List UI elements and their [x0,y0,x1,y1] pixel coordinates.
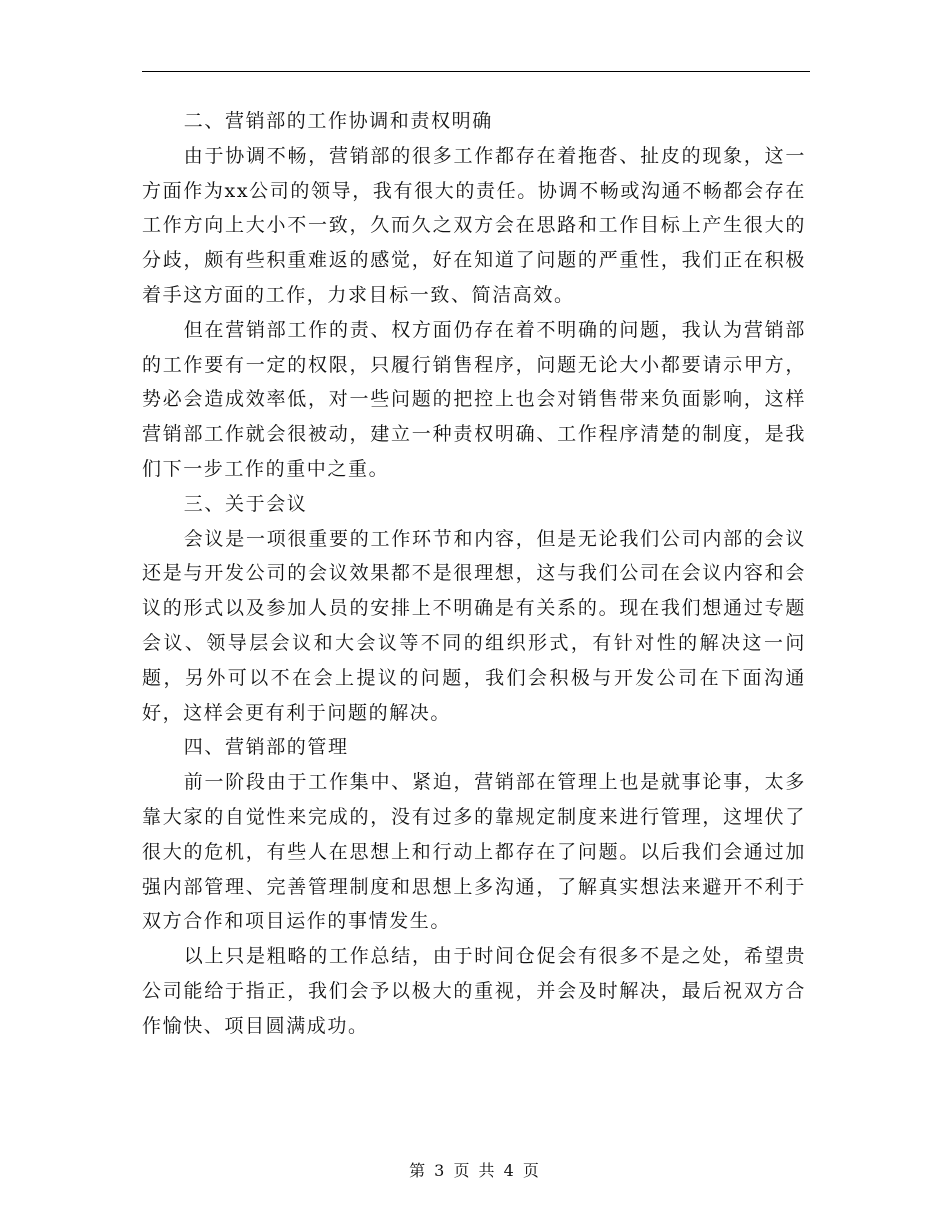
paragraph-coordination-issues: 由于协调不畅，营销部的很多工作都存在着拖沓、扯皮的现象，这一方面作为xx公司的领导，我有很大的责任。协调不畅或沟通不畅都会存在工作方向上大小不一致，久而久之双方会在思路和工作目标上产生很大的分歧，颇有些积重难返的感觉，好在知道了问题的严重性，我们正在积极着手这方面的工作，力求目标一致、简洁高效。 [142,144,806,306]
section-heading-meetings: 三、关于会议 [183,492,308,515]
paragraph-meetings: 会议是一项很重要的工作环节和内容，但是无论我们公司内部的会议还是与开发公司的会议效果都不是很理想，这与我们公司在会议内容和会议的形式以及参加人员的安排上不明确是有关系的。现在我们想通过专题会议、领导层会议和大会议等不同的组织形式，有针对性的解决这一问题，另外可以不在会上提议的问题，我们会积极与开发公司在下面沟通好，这样会更有利于问题的解决。 [142,527,806,724]
paragraph-responsibility-rights: 但在营销部工作的责、权方面仍存在着不明确的问题，我认为营销部的工作要有一定的权限，只履行销售程序，问题无论大小都要请示甲方，势必会造成效率低，对一些问题的把控上也会对销售带来负面影响，这样营销部工作就会很被动，建立一种责权明确、工作程序清楚的制度，是我们下一步工作的重中之重。 [142,318,806,480]
paragraph-management: 前一阶段由于工作集中、紧迫，营销部在管理上也是就事论事，太多靠大家的自觉性来完成的，没有过多的靠规定制度来进行管理，这埋伏了很大的危机，有些人在思想上和行动上都存在了问题。以后我们会通过加强内部管理、完善管理制度和思想上多沟通，了解真实想法来避开不利于双方合作和项目运作的事情发生。 [142,771,806,933]
footer-current-page: 3 [434,1161,447,1180]
footer-prefix: 第 [409,1161,428,1180]
footer-middle: 页 共 [453,1161,497,1180]
page-number-footer [0,1158,950,1181]
section-heading-management: 四、营销部的管理 [183,736,349,759]
document-body [142,104,806,1044]
footer-total-pages: 4 [503,1161,516,1180]
paragraph-conclusion: 以上只是粗略的工作总结，由于时间仓促会有很多不是之处，希望贵公司能给于指正，我们会予以极大的重视，并会及时解决，最后祝双方合作愉快、项目圆满成功。 [142,945,806,1037]
header-rule [142,71,810,72]
section-heading-coordination: 二、营销部的工作协调和责权明确 [183,110,493,132]
footer-suffix: 页 [522,1161,541,1180]
